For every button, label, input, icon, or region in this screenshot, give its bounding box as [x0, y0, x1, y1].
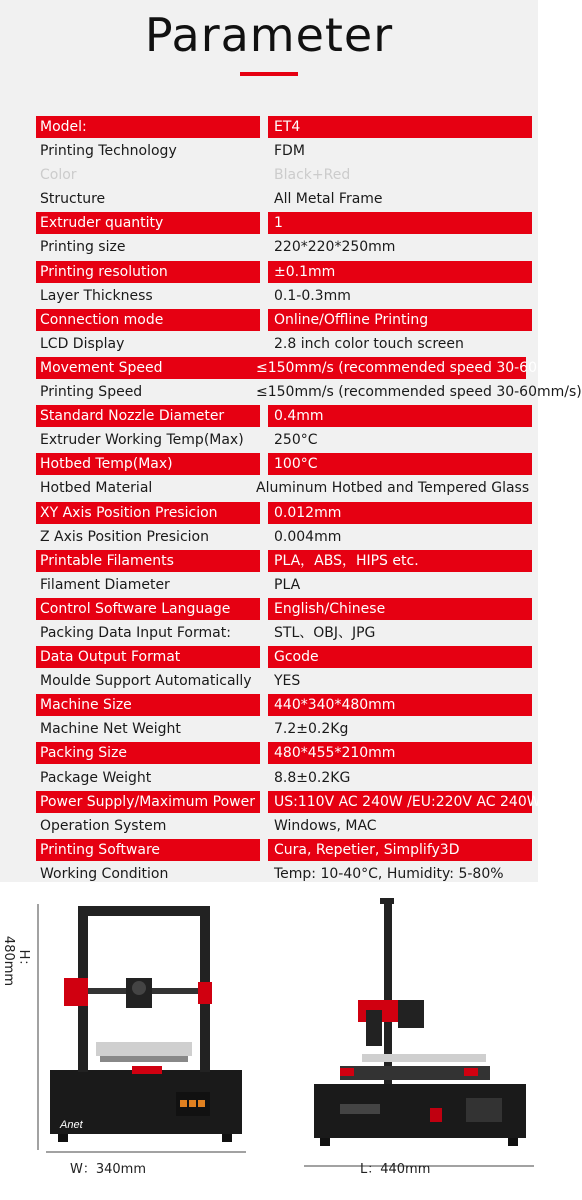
- spec-row: [0, 789, 541, 813]
- height-dimension-text: H：480mm: [1, 935, 31, 987]
- spec-value: 0.1-0.3mm: [274, 287, 351, 304]
- spec-label: Printing resolution: [36, 261, 260, 283]
- spec-row: [0, 548, 538, 572]
- spec-label: Moulde Support Automatically: [40, 673, 252, 690]
- spec-label: Hotbed Material: [40, 480, 153, 497]
- spec-label: Data Output Format: [36, 646, 260, 668]
- spec-label: Operation System: [40, 817, 167, 834]
- spec-value: ET4: [268, 116, 532, 138]
- spec-label: Layer Thickness: [40, 287, 153, 304]
- spec-value: STL、OBJ、JPG: [274, 624, 376, 641]
- spec-row: [0, 668, 538, 692]
- spec-row: [0, 427, 538, 451]
- spec-value: US:110V AC 240W /EU:220V AC 240W: [268, 791, 532, 813]
- spec-label: LCD Display: [40, 335, 125, 352]
- spec-value: ≤150mm/s (recommended speed 30-60mm/s): [256, 357, 526, 379]
- spec-label: Z Axis Position Presicion: [40, 528, 209, 545]
- spec-row: [0, 234, 538, 258]
- spec-label: Working Condition: [40, 865, 169, 882]
- spec-value: English/Chinese: [268, 598, 532, 620]
- spec-value: 0.012mm: [268, 502, 532, 524]
- length-dimension-label: L：440mm: [360, 1162, 431, 1177]
- spec-row: [0, 307, 538, 331]
- spec-label: Package Weight: [40, 769, 152, 786]
- spec-value: 7.2±0.2Kg: [274, 721, 349, 738]
- spec-value: Cura, Repetier, Simplify3D: [268, 839, 532, 861]
- spec-row: [0, 475, 538, 499]
- spec-value: PLA，ABS，HIPS etc.: [268, 550, 532, 572]
- front-brand-logo: Anet: [60, 1119, 83, 1131]
- spec-row: [0, 138, 538, 162]
- spec-label: Packing Data Input Format:: [40, 624, 231, 641]
- spec-label: Packing Size: [36, 742, 260, 764]
- spec-value: Online/Offline Printing: [268, 309, 532, 331]
- spec-value: Gcode: [268, 646, 532, 668]
- spec-row: [0, 403, 538, 427]
- spec-label: Printing Technology: [40, 143, 177, 160]
- spec-value: PLA: [274, 576, 301, 593]
- spec-row: [0, 500, 538, 524]
- spec-label: Printing Speed: [40, 384, 143, 401]
- spec-value: Black+Red: [274, 167, 351, 184]
- spec-row: [0, 572, 538, 596]
- spec-row: [0, 837, 538, 861]
- spec-label: Printable Filaments: [36, 550, 260, 572]
- spec-value: Aluminum Hotbed and Tempered Glass: [256, 480, 530, 497]
- spec-label: Movement Speed: [36, 357, 260, 379]
- spec-label: Extruder quantity: [36, 212, 260, 234]
- spec-row: [0, 620, 538, 644]
- spec-row: [0, 210, 538, 234]
- spec-label: Machine Net Weight: [40, 721, 181, 738]
- spec-value: Temp: 10-40°C, Humidity: 5-80%: [274, 865, 504, 882]
- width-dimension-label: W：340mm: [70, 1162, 146, 1177]
- spec-label: Printing Software: [36, 839, 260, 861]
- spec-row: [0, 451, 538, 475]
- spec-value: 100°C: [268, 453, 532, 475]
- front-printer-view: [50, 906, 242, 1142]
- spec-value: 250°C: [274, 432, 318, 449]
- spec-row: [0, 283, 538, 307]
- spec-value: Windows, MAC: [274, 817, 377, 834]
- spec-label: XY Axis Position Presicion: [36, 502, 260, 524]
- spec-label: Control Software Language: [36, 598, 260, 620]
- spec-label: Printing size: [40, 239, 126, 256]
- spec-value: 0.4mm: [268, 405, 532, 427]
- spec-row: [0, 379, 582, 403]
- spec-row: [0, 162, 538, 186]
- spec-row: [0, 813, 538, 837]
- spec-table: [0, 114, 582, 885]
- spec-label: Standard Nozzle Diameter: [36, 405, 260, 427]
- spec-row: [0, 114, 538, 138]
- spec-label: Structure: [40, 191, 106, 208]
- spec-label: Machine Size: [36, 694, 260, 716]
- spec-value: 440*340*480mm: [268, 694, 532, 716]
- spec-label: Color: [40, 167, 77, 184]
- spec-row: [0, 716, 538, 740]
- spec-value: ≤150mm/s (recommended speed 30-60mm/s): [256, 384, 582, 401]
- spec-value: FDM: [274, 143, 305, 160]
- side-printer-view: [314, 898, 526, 1146]
- spec-value: ±0.1mm: [268, 261, 532, 283]
- spec-label: Extruder Working Temp(Max): [40, 432, 244, 449]
- spec-value: 2.8 inch color touch screen: [274, 335, 464, 352]
- spec-value: 1: [268, 212, 532, 234]
- spec-row: [0, 596, 538, 620]
- spec-row: [0, 259, 538, 283]
- spec-label: Hotbed Temp(Max): [36, 453, 260, 475]
- spec-row: [0, 186, 538, 210]
- spec-row: [0, 692, 538, 716]
- spec-value: 8.8±0.2KG: [274, 769, 351, 786]
- spec-row: [0, 355, 582, 379]
- spec-row: [0, 765, 538, 789]
- printer-illustrations: [0, 882, 538, 1200]
- spec-label: Filament Diameter: [40, 576, 170, 593]
- spec-value: 0.004mm: [274, 528, 342, 545]
- spec-value: YES: [274, 673, 301, 690]
- page-title: Parameter: [144, 8, 394, 62]
- product-images-section: [0, 882, 538, 1200]
- spec-row: [0, 331, 538, 355]
- title-underline: [240, 72, 298, 76]
- spec-value: 480*455*210mm: [268, 742, 532, 764]
- spec-value: All Metal Frame: [274, 191, 383, 208]
- spec-row: [0, 524, 538, 548]
- spec-label: Connection mode: [36, 309, 260, 331]
- spec-row: [0, 740, 538, 764]
- spec-label: Model:: [36, 116, 260, 138]
- spec-row: [0, 644, 538, 668]
- spec-label: Power Supply/Maximum Power: [36, 791, 260, 813]
- spec-value: 220*220*250mm: [274, 239, 396, 256]
